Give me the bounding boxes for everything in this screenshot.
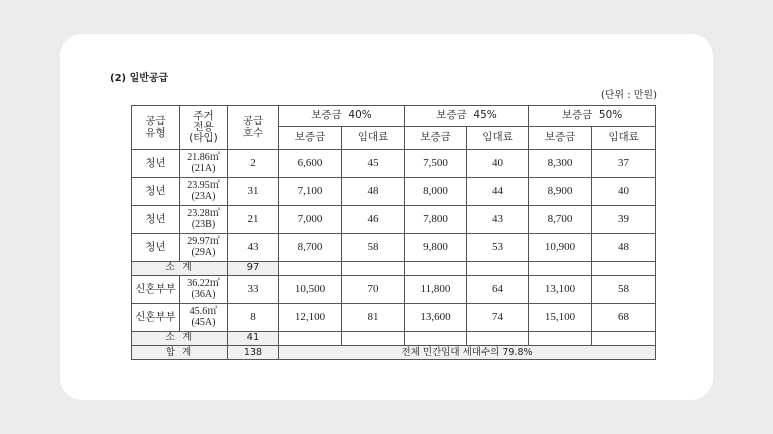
subtotal-empty — [467, 262, 529, 276]
subtotal-empty — [279, 262, 342, 276]
subtotal-empty — [529, 332, 592, 346]
row-supply-type: 신혼부부 — [132, 304, 180, 332]
row-unit-count: 31 — [228, 178, 279, 206]
subtotal-count: 97 — [228, 262, 279, 276]
subtotal-empty — [529, 262, 592, 276]
row-rent-50: 48 — [592, 234, 656, 262]
row-supply-type: 청년 — [132, 206, 180, 234]
subtotal-empty — [342, 332, 405, 346]
row-rent-50: 37 — [592, 150, 656, 178]
row-rent-40: 45 — [342, 150, 405, 178]
subtotal-label: 소 계 — [132, 262, 228, 276]
row-deposit-40: 7,000 — [279, 206, 342, 234]
row-deposit-45: 13,600 — [405, 304, 467, 332]
row-rent-40: 70 — [342, 276, 405, 304]
row-deposit-50: 8,700 — [529, 206, 592, 234]
header-area: 주거 전용 (타입) — [180, 106, 228, 150]
row-deposit-50: 8,300 — [529, 150, 592, 178]
row-supply-type: 청년 — [132, 178, 180, 206]
subtotal-empty — [342, 262, 405, 276]
header-deposit-45: 보증금 — [405, 127, 467, 150]
header-rent-40: 임대료 — [342, 127, 405, 150]
header-deposit-50: 보증금 — [529, 127, 592, 150]
subtotal-empty — [592, 262, 656, 276]
total-count: 138 — [228, 346, 279, 360]
row-area: 21.86㎡ (21A) — [180, 150, 228, 178]
row-unit-count: 33 — [228, 276, 279, 304]
row-area: 23.28㎡ (23B) — [180, 206, 228, 234]
table-row — [132, 234, 656, 262]
subtotal-label: 소 계 — [132, 332, 228, 346]
table-row — [132, 206, 656, 234]
row-unit-count: 43 — [228, 234, 279, 262]
row-rent-45: 43 — [467, 206, 529, 234]
row-supply-type: 청년 — [132, 234, 180, 262]
header-row-1 — [132, 106, 656, 127]
row-deposit-40: 8,700 — [279, 234, 342, 262]
header-rent-50: 임대료 — [592, 127, 656, 150]
row-rent-45: 64 — [467, 276, 529, 304]
row-deposit-40: 10,500 — [279, 276, 342, 304]
row-deposit-50: 10,900 — [529, 234, 592, 262]
row-area: 23.95㎡ (23A) — [180, 178, 228, 206]
header-unit-count: 공급 호수 — [228, 106, 279, 150]
row-rent-40: 48 — [342, 178, 405, 206]
row-area: 45.6㎡ (45A) — [180, 304, 228, 332]
header-rent-45: 임대료 — [467, 127, 529, 150]
total-note: 전체 민간임대 세대수의 79.8% — [279, 346, 656, 360]
row-supply-type: 신혼부부 — [132, 276, 180, 304]
row-deposit-40: 12,100 — [279, 304, 342, 332]
row-unit-count: 21 — [228, 206, 279, 234]
row-deposit-50: 13,100 — [529, 276, 592, 304]
row-rent-45: 40 — [467, 150, 529, 178]
header-supply-type: 공급 유형 — [132, 106, 180, 150]
row-rent-50: 39 — [592, 206, 656, 234]
unit-note: (단위 : 만원) — [600, 90, 657, 101]
row-rent-40: 46 — [342, 206, 405, 234]
row-supply-type: 청년 — [132, 150, 180, 178]
row-rent-40: 58 — [342, 234, 405, 262]
table-row — [132, 178, 656, 206]
row-deposit-50: 15,100 — [529, 304, 592, 332]
row-rent-50: 58 — [592, 276, 656, 304]
header-deposit-40: 보증금 — [279, 127, 342, 150]
total-label: 합 계 — [132, 346, 228, 360]
subtotal-empty — [467, 332, 529, 346]
row-rent-40: 81 — [342, 304, 405, 332]
row-rent-45: 74 — [467, 304, 529, 332]
subtotal-row-youth — [132, 262, 656, 276]
row-unit-count: 2 — [228, 150, 279, 178]
subtotal-row-newlywed — [132, 332, 656, 346]
subtotal-empty — [405, 262, 467, 276]
row-deposit-45: 9,800 — [405, 234, 467, 262]
row-deposit-50: 8,900 — [529, 178, 592, 206]
row-rent-45: 44 — [467, 178, 529, 206]
row-deposit-40: 6,600 — [279, 150, 342, 178]
row-rent-50: 68 — [592, 304, 656, 332]
row-deposit-45: 8,000 — [405, 178, 467, 206]
row-deposit-40: 7,100 — [279, 178, 342, 206]
header-group-45: 보증금 45% — [405, 106, 529, 127]
table-row — [132, 276, 656, 304]
header-group-40: 보증금 40% — [279, 106, 405, 127]
row-rent-45: 53 — [467, 234, 529, 262]
section-title: (2) 일반공급 — [110, 73, 169, 84]
subtotal-empty — [405, 332, 467, 346]
total-row — [132, 346, 656, 360]
row-deposit-45: 7,800 — [405, 206, 467, 234]
row-area: 36.22㎡ (36A) — [180, 276, 228, 304]
row-area: 29.97㎡ (29A) — [180, 234, 228, 262]
table-row — [132, 304, 656, 332]
subtotal-empty — [592, 332, 656, 346]
row-deposit-45: 11,800 — [405, 276, 467, 304]
table-row — [132, 150, 656, 178]
row-rent-50: 40 — [592, 178, 656, 206]
row-deposit-45: 7,500 — [405, 150, 467, 178]
subtotal-count: 41 — [228, 332, 279, 346]
header-group-50: 보증금 50% — [529, 106, 656, 127]
row-unit-count: 8 — [228, 304, 279, 332]
subtotal-empty — [279, 332, 342, 346]
supply-table — [131, 105, 656, 360]
